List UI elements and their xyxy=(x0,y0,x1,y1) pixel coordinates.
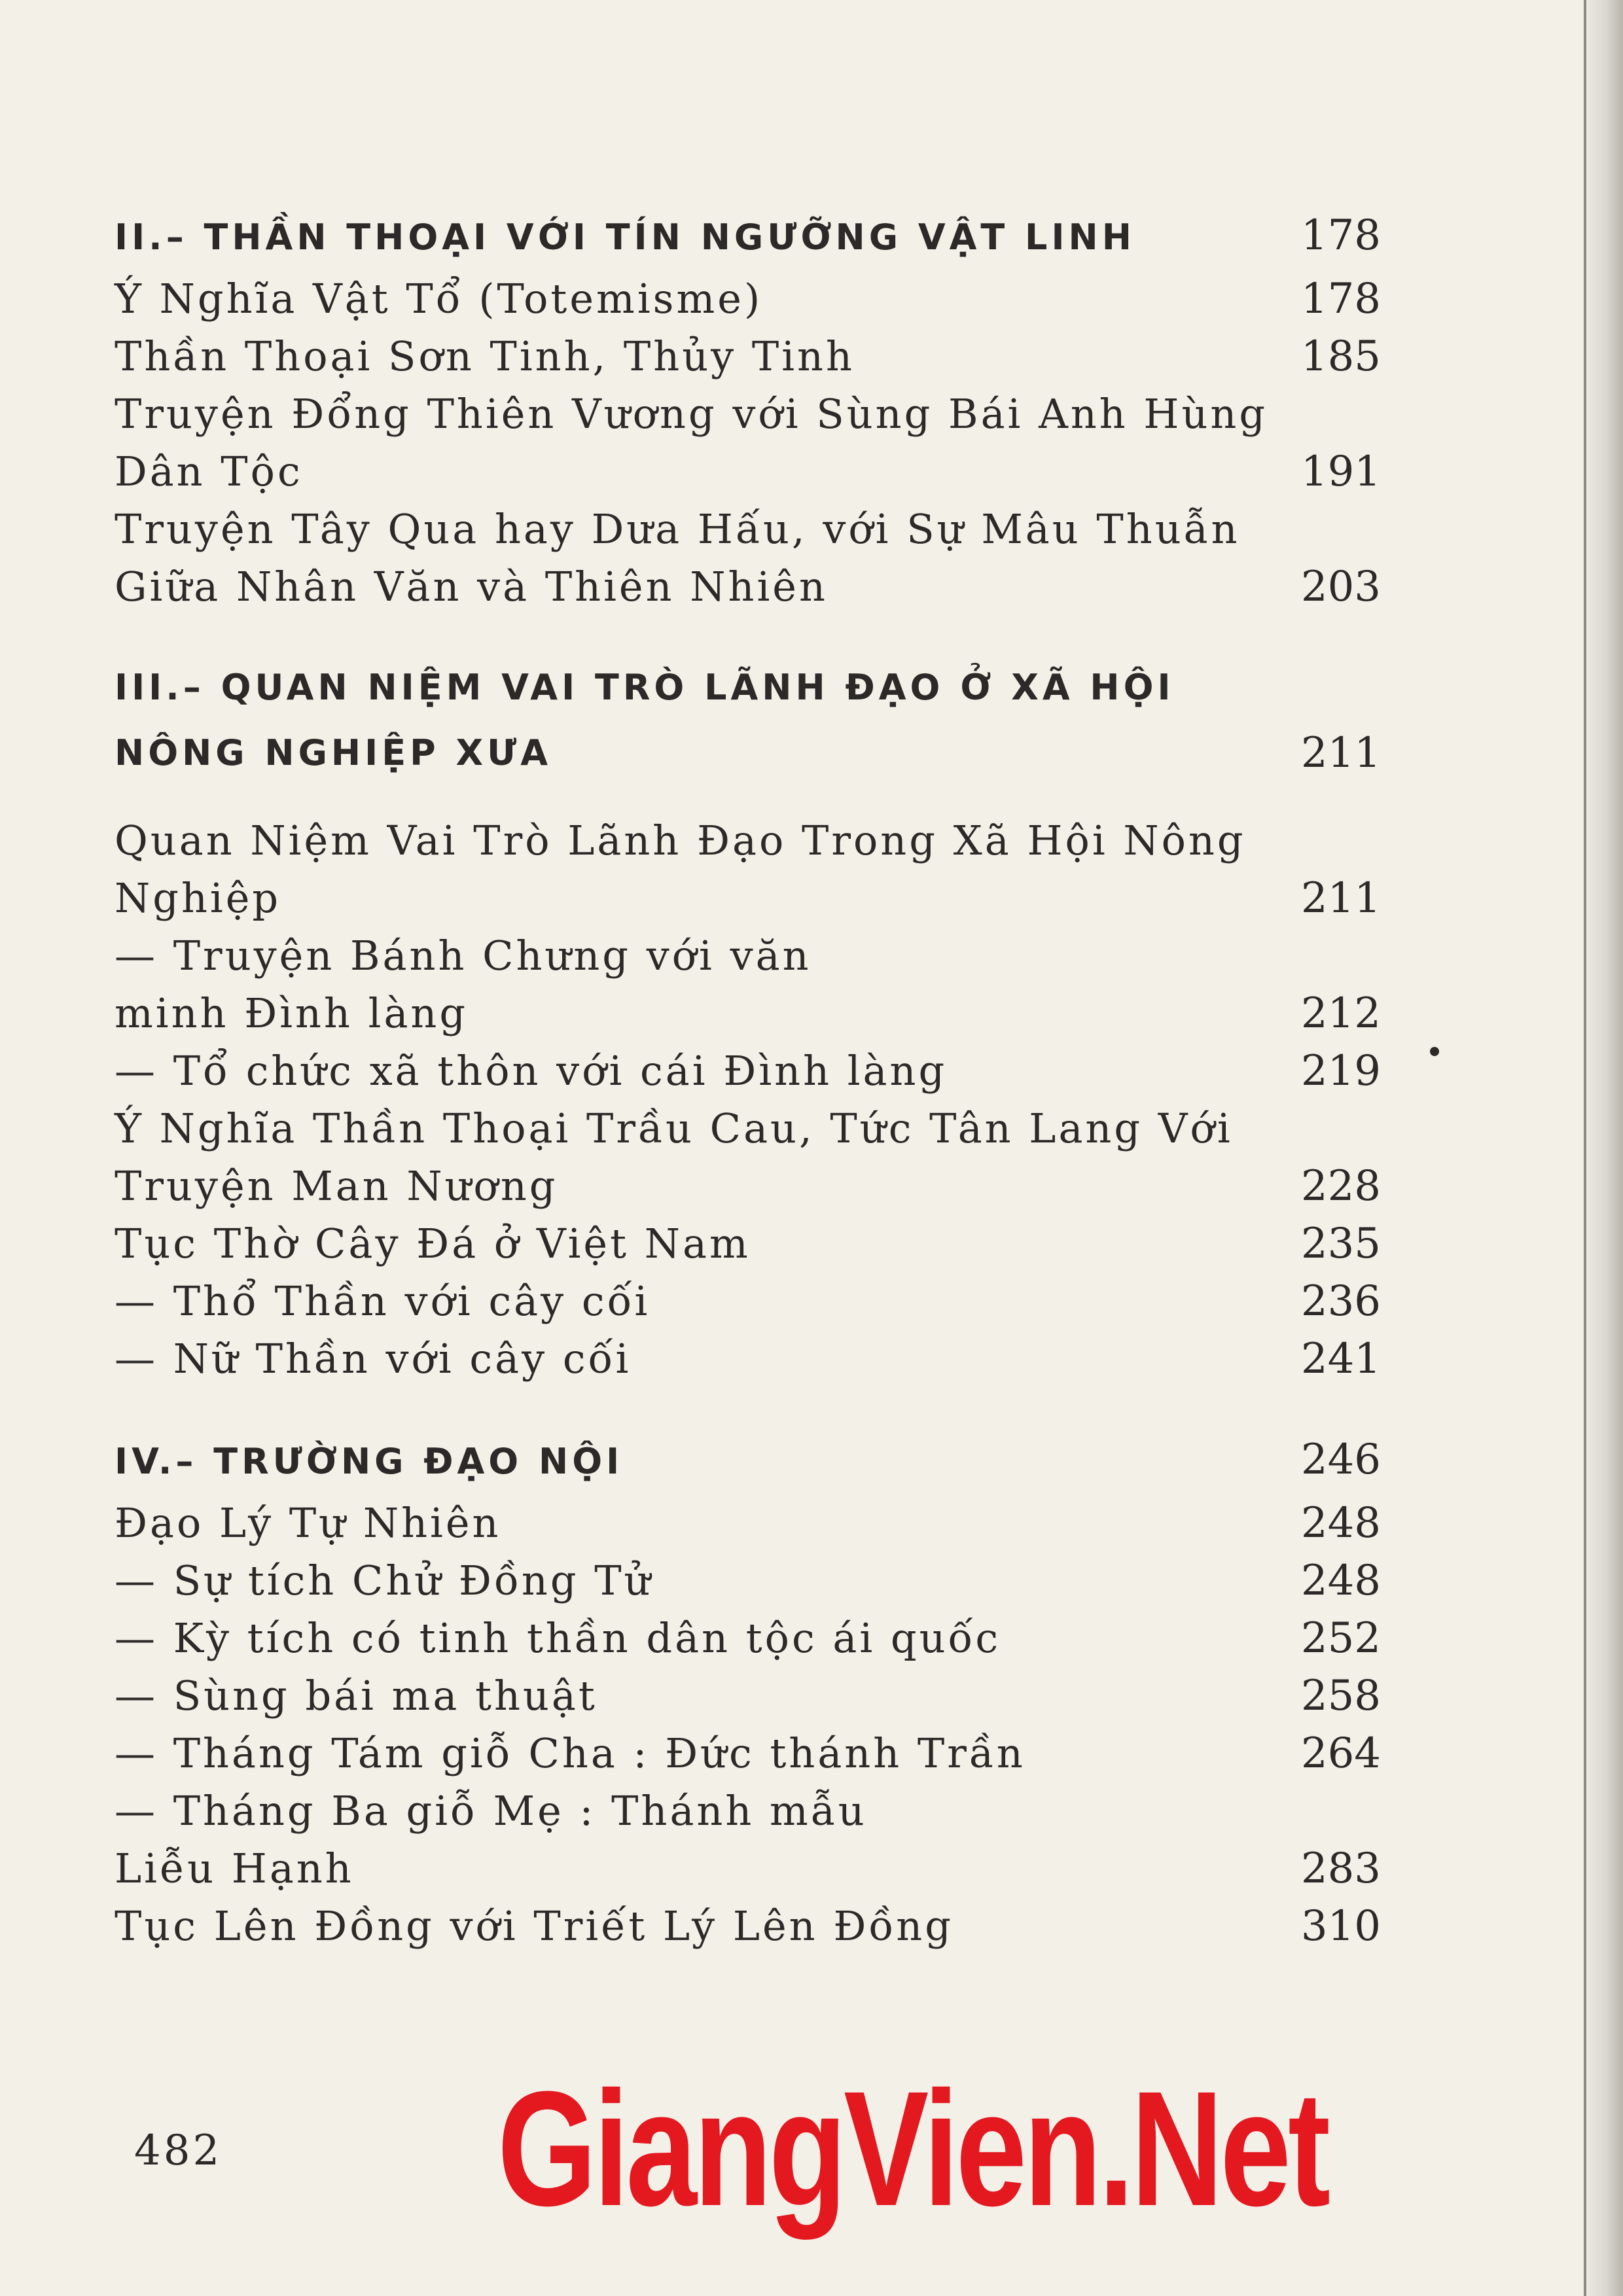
toc-entry-text: — Sùng bái ma thuật xyxy=(115,1672,597,1720)
toc-entry-page: 252 xyxy=(1300,1614,1381,1663)
toc-entry xyxy=(115,927,1381,1042)
toc-entry xyxy=(115,1782,1381,1898)
toc-entry-text: — Nữ Thần với cây cối xyxy=(115,1335,632,1383)
toc-entry xyxy=(115,385,1381,501)
toc-entry-page: 241 xyxy=(1300,1335,1381,1383)
toc-entry-text: — Kỳ tích có tinh thần dân tộc ái quốc xyxy=(115,1614,1001,1662)
toc-entry xyxy=(115,1042,1381,1100)
toc-entry-page: 248 xyxy=(1300,1557,1381,1605)
toc-entry-page: 248 xyxy=(1300,1499,1381,1547)
section-heading-page: 211 xyxy=(1300,729,1381,777)
toc-entry xyxy=(115,1725,1381,1782)
toc-entry xyxy=(115,1273,1381,1330)
toc-entry-text: — Truyện Bánh Chưng với văn minh Đình làng xyxy=(115,932,812,1037)
table-of-contents xyxy=(115,203,1381,1955)
toc-entry-text: Truyện Tây Qua hay Dưa Hấu, với Sự Mâu Thuẫn Giữa Nhân Văn và Thiên Nhiên xyxy=(115,505,1240,610)
toc-entry xyxy=(115,1898,1381,1955)
toc-entry-text: — Sự tích Chử Đồng Tử xyxy=(115,1557,653,1604)
toc-entry xyxy=(115,1552,1381,1610)
toc-entry-text: Quan Niệm Vai Trò Lãnh Đạo Trong Xã Hội Nông Nghiệp xyxy=(115,817,1246,922)
toc-entry-text: Tục Lên Đồng với Triết Lý Lên Đồng xyxy=(115,1902,954,1950)
toc-entry-text: — Tháng Tám giỗ Cha : Đức thánh Trần xyxy=(115,1729,1026,1777)
toc-entry-text: Thần Thoại Sơn Tinh, Thủy Tinh xyxy=(115,332,855,380)
page-number: 482 xyxy=(134,2127,223,2175)
toc-entry xyxy=(115,1215,1381,1273)
toc-entry-page: 228 xyxy=(1300,1162,1381,1210)
spacer xyxy=(115,616,1381,655)
toc-entry-page: 236 xyxy=(1300,1277,1381,1326)
toc-entry-page: 185 xyxy=(1300,332,1381,381)
section-heading-page: 246 xyxy=(1300,1436,1381,1484)
section-heading xyxy=(115,1427,1381,1494)
toc-entry-page: 212 xyxy=(1300,989,1381,1038)
toc-entry-page: 211 xyxy=(1300,874,1381,923)
section-heading-text: II.– THẦN THOẠI VỚI TÍN NGƯỠNG VẬT LINH xyxy=(115,217,1135,258)
toc-entry xyxy=(115,270,1381,328)
toc-entry xyxy=(115,1100,1381,1215)
spacer xyxy=(115,1388,1381,1427)
toc-entry-page: 191 xyxy=(1300,448,1381,496)
toc-entry-text: — Tháng Ba giỗ Mẹ : Thánh mẫu Liễu Hạnh xyxy=(115,1787,867,1892)
toc-entry xyxy=(115,1330,1381,1388)
toc-entry xyxy=(115,1494,1381,1552)
toc-entry-page: 178 xyxy=(1300,275,1381,323)
page-edge xyxy=(1584,0,1623,2296)
toc-entry-page: 283 xyxy=(1300,1845,1381,1893)
section-heading-page: 178 xyxy=(1300,211,1381,260)
toc-entry xyxy=(115,501,1381,616)
toc-entry-text: Tục Thờ Cây Đá ở Việt Nam xyxy=(115,1220,751,1267)
toc-entry xyxy=(115,328,1381,385)
section-heading xyxy=(115,655,1381,786)
section-heading-text: III.– QUAN NIỆM VAI TRÒ LÃNH ĐẠO Ở XÃ HỘI NÔNG NGHIỆP XƯA xyxy=(115,667,1175,773)
toc-entry-text: — Thổ Thần với cây cối xyxy=(115,1277,651,1325)
toc-entry-text: — Tổ chức xã thôn với cái Đình làng xyxy=(115,1047,948,1095)
toc-entry xyxy=(115,812,1381,927)
toc-entry-text: Ý Nghĩa Vật Tổ (Totemisme) xyxy=(115,275,763,323)
toc-entry-page: 203 xyxy=(1300,563,1381,611)
toc-entry xyxy=(115,1610,1381,1667)
toc-entry-page: 264 xyxy=(1300,1729,1381,1778)
ink-spot xyxy=(1430,1047,1439,1056)
toc-entry-page: 258 xyxy=(1300,1672,1381,1720)
toc-entry-page: 235 xyxy=(1300,1220,1381,1268)
toc-entry-text: Truyện Đổng Thiên Vương với Sùng Bái Anh Hùng Dân Tộc xyxy=(115,390,1268,495)
spacer xyxy=(115,786,1381,812)
toc-entry-page: 219 xyxy=(1300,1047,1381,1095)
toc-entry-text: Ý Nghĩa Thần Thoại Trầu Cau, Tức Tân Lang Với Truyện Man Nương xyxy=(115,1104,1233,1210)
toc-entry xyxy=(115,1667,1381,1725)
toc-entry-text: Đạo Lý Tự Nhiên xyxy=(115,1499,501,1547)
section-heading-text: IV.– TRƯỜNG ĐẠO NỘI xyxy=(115,1441,624,1482)
section-heading xyxy=(115,203,1381,270)
toc-entry-page: 310 xyxy=(1300,1902,1381,1951)
watermark-logo: GiangVien.Net xyxy=(497,2057,1328,2240)
